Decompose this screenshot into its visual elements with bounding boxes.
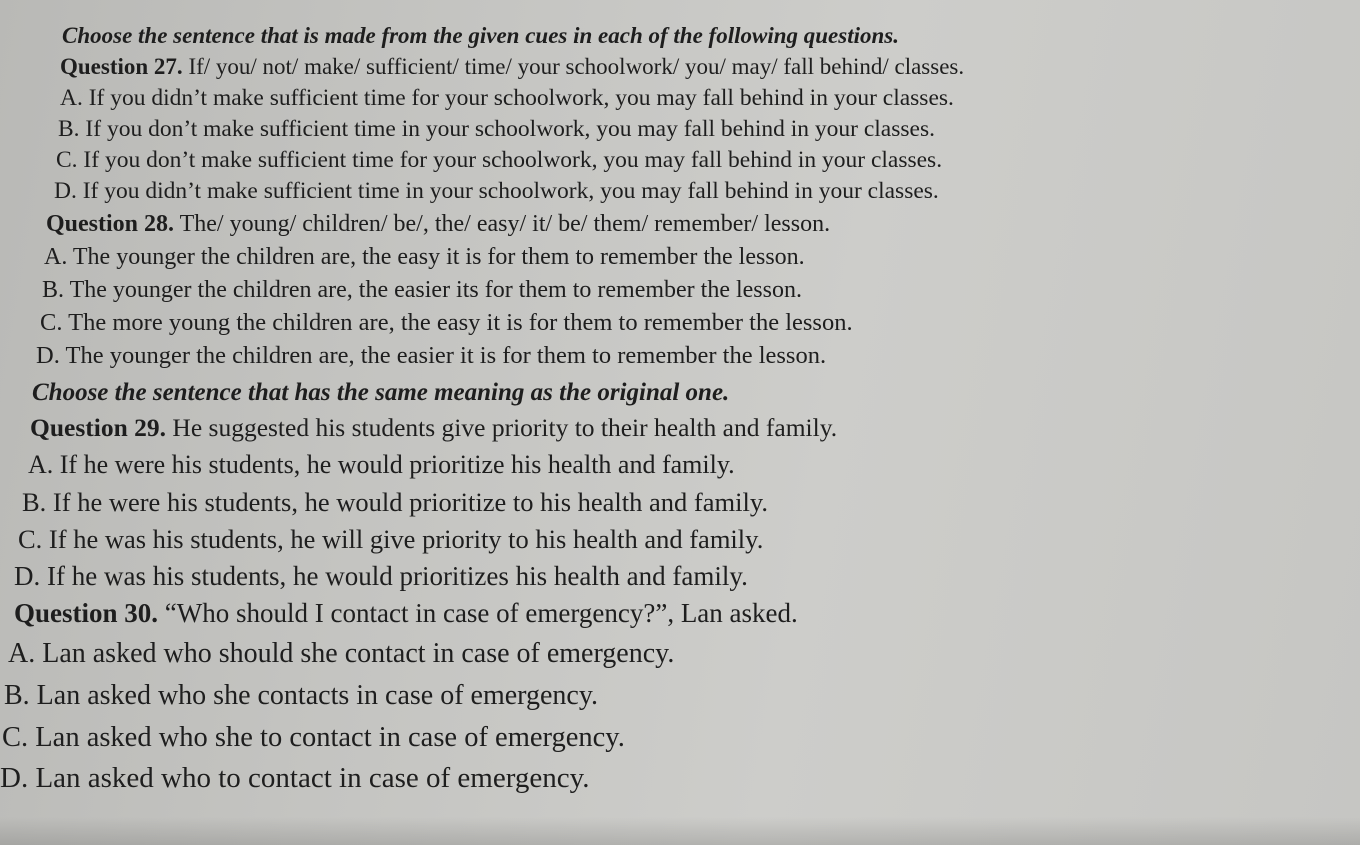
- question-28-option-a: A. The younger the children are, the easy it is for them to remember the lesson.: [44, 244, 805, 270]
- question-30-option-d: D. Lan asked who to contact in case of emergency.: [0, 762, 590, 794]
- question-28-cue: The/ young/ children/ be/, the/ easy/ it/ be/ them/ remember/ lesson.: [174, 211, 831, 237]
- question-29-option-d: D. If he was his students, he would prioritizes his health and family.: [14, 561, 748, 591]
- question-27-label: Question 27.: [60, 54, 183, 79]
- question-28-label: Question 28.: [46, 211, 175, 237]
- question-29-option-c: C. If he was his students, he will give priority to his health and family.: [18, 524, 764, 554]
- question-27-option-d: D. If you didn’t make sufficient time in your schoolwork, you may fall behind in your classes.: [54, 178, 939, 204]
- section-instruction-same-meaning: Choose the sentence that has the same meaning as the original one.: [32, 379, 730, 406]
- question-30: [14, 600, 798, 627]
- question-27-cue: If/ you/ not/ make/ sufficient/ time/ your schoolwork/ you/ may/ fall behind/ classes.: [182, 54, 965, 79]
- question-29-cue: He suggested his students give priority to their health and family.: [166, 413, 838, 442]
- section-instruction-cues: Choose the sentence that is made from the given cues in each of the following questions.: [62, 23, 899, 48]
- question-27: [60, 55, 964, 78]
- question-27-option-a: A. If you didn’t make sufficient time for your schoolwork, you may fall behind in your classes.: [60, 85, 954, 111]
- question-30-option-c: C. Lan asked who she to contact in case of emergency.: [2, 722, 625, 753]
- question-28: [46, 212, 830, 236]
- question-30-cue: “Who should I contact in case of emergency?”, Lan asked.: [158, 598, 798, 628]
- question-28-option-d: D. The younger the children are, the easier it is for them to remember the lesson.: [36, 342, 827, 369]
- question-29-label: Question 29.: [30, 413, 167, 442]
- question-29-option-b: B. If he were his students, he would prioritize to his health and family.: [22, 487, 768, 517]
- question-30-option-b: B. Lan asked who she contacts in case of emergency.: [4, 680, 599, 711]
- page-bottom-shadow: [0, 817, 1360, 845]
- question-29: [30, 415, 837, 441]
- question-27-option-c: C. If you don’t make sufficient time for your schoolwork, you may fall behind in your classes.: [56, 147, 943, 173]
- question-28-option-b: B. The younger the children are, the easier its for them to remember the lesson.: [42, 277, 802, 303]
- question-29-option-a: A. If he were his students, he would prioritize his health and family.: [28, 450, 735, 479]
- question-30-option-a: A. Lan asked who should she contact in case of emergency.: [8, 638, 675, 669]
- question-27-option-b: B. If you don’t make sufficient time in your schoolwork, you may fall behind in your classes.: [58, 116, 935, 142]
- question-28-option-c: C. The more young the children are, the easy it is for them to remember the lesson.: [40, 309, 853, 336]
- question-30-label: Question 30.: [14, 598, 159, 628]
